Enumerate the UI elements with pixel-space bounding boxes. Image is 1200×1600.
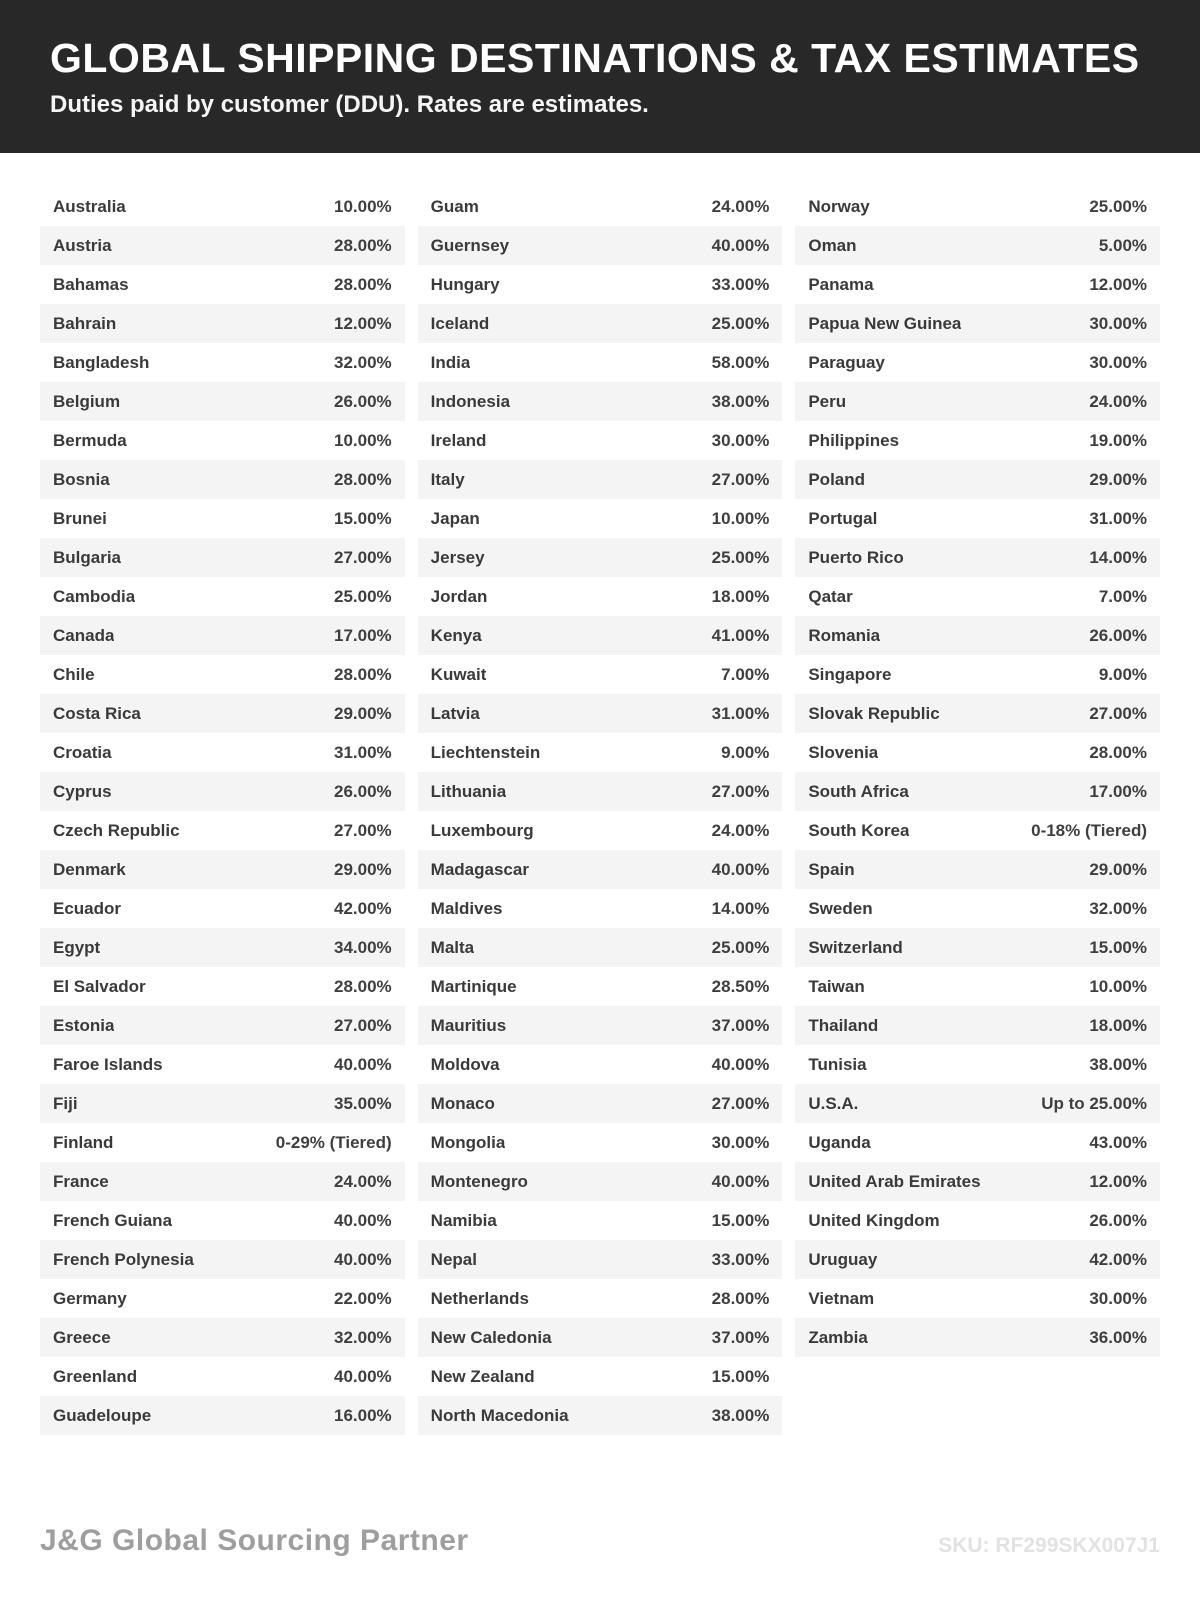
tax-rate: 18.00% bbox=[1089, 1015, 1148, 1035]
country-name: Indonesia bbox=[430, 391, 511, 411]
rate-row bbox=[40, 1357, 405, 1396]
rate-row bbox=[418, 655, 783, 694]
rate-row bbox=[40, 655, 405, 694]
country-name: Greece bbox=[53, 1327, 111, 1347]
country-name: Poland bbox=[808, 469, 866, 489]
tax-rate: 17.00% bbox=[1089, 781, 1148, 801]
country-name: Faroe Islands bbox=[53, 1054, 163, 1074]
brand-name: J&G Global Sourcing Partner bbox=[40, 1524, 469, 1557]
tax-rate: 24.00% bbox=[711, 820, 770, 840]
rate-row bbox=[795, 889, 1160, 928]
tax-rate: 29.00% bbox=[1089, 859, 1148, 879]
country-name: Uganda bbox=[808, 1132, 871, 1152]
rate-row bbox=[418, 850, 783, 889]
tax-rate: 40.00% bbox=[334, 1366, 392, 1386]
rate-row bbox=[40, 1162, 405, 1201]
country-name: Peru bbox=[808, 391, 847, 411]
tax-rate: 31.00% bbox=[711, 703, 770, 723]
tax-rate: 24.00% bbox=[1089, 391, 1148, 411]
country-name: Estonia bbox=[53, 1015, 115, 1035]
tax-rate: 32.00% bbox=[334, 1327, 392, 1347]
tax-rate: 28.50% bbox=[711, 976, 770, 996]
rate-row bbox=[418, 226, 783, 265]
country-name: United Kingdom bbox=[808, 1210, 940, 1230]
tax-rate: 10.00% bbox=[334, 430, 392, 450]
country-name: Slovenia bbox=[808, 742, 879, 762]
tax-rate: 28.00% bbox=[334, 274, 392, 294]
tax-rate: 27.00% bbox=[711, 469, 770, 489]
country-name: Bulgaria bbox=[53, 547, 122, 567]
tax-rate: 12.00% bbox=[1089, 1171, 1148, 1191]
country-name: Brunei bbox=[53, 508, 107, 528]
tax-rate: 33.00% bbox=[711, 1249, 770, 1269]
country-name: French Polynesia bbox=[53, 1249, 194, 1269]
country-name: Mongolia bbox=[430, 1132, 506, 1152]
tax-rate: 19.00% bbox=[1089, 430, 1148, 450]
rate-row bbox=[40, 889, 405, 928]
country-name: Costa Rica bbox=[53, 703, 141, 723]
rate-row bbox=[418, 187, 783, 226]
tax-rate: Up to 25.00% bbox=[1041, 1093, 1148, 1113]
tax-rate: 26.00% bbox=[334, 781, 392, 801]
rate-row bbox=[795, 577, 1160, 616]
tax-rate: 0-18% (Tiered) bbox=[1031, 820, 1148, 840]
country-name: Luxembourg bbox=[430, 820, 534, 840]
rate-row bbox=[40, 1006, 405, 1045]
tax-rate: 31.00% bbox=[1089, 508, 1148, 528]
rate-row bbox=[40, 460, 405, 499]
tax-rate: 10.00% bbox=[711, 508, 770, 528]
tax-rate: 38.00% bbox=[1089, 1054, 1148, 1074]
country-name: Taiwan bbox=[808, 976, 865, 996]
country-name: Tunisia bbox=[808, 1054, 867, 1074]
country-name: Switzerland bbox=[808, 937, 903, 957]
country-name: India bbox=[430, 352, 471, 372]
tax-rate: 38.00% bbox=[711, 1405, 770, 1425]
rate-row bbox=[795, 343, 1160, 382]
country-name: Bahamas bbox=[53, 274, 129, 294]
rate-row bbox=[40, 499, 405, 538]
country-name: North Macedonia bbox=[430, 1405, 569, 1425]
rate-row bbox=[795, 187, 1160, 226]
tax-rate: 24.00% bbox=[711, 196, 770, 216]
tax-rate: 16.00% bbox=[334, 1405, 392, 1425]
rate-row bbox=[418, 733, 783, 772]
tax-rate: 40.00% bbox=[334, 1210, 392, 1230]
rate-row bbox=[795, 1279, 1160, 1318]
rate-row bbox=[418, 577, 783, 616]
tax-rate: 40.00% bbox=[711, 1054, 770, 1074]
rate-row bbox=[40, 187, 405, 226]
tax-rate: 15.00% bbox=[334, 508, 392, 528]
country-name: Slovak Republic bbox=[808, 703, 940, 723]
rate-row bbox=[40, 304, 405, 343]
rate-row bbox=[795, 1006, 1160, 1045]
country-name: Vietnam bbox=[808, 1288, 875, 1308]
tax-rate: 26.00% bbox=[334, 391, 392, 411]
country-name: Singapore bbox=[808, 664, 892, 684]
rate-row bbox=[40, 1396, 405, 1435]
rate-row bbox=[40, 811, 405, 850]
rate-row bbox=[40, 694, 405, 733]
rate-row bbox=[40, 1045, 405, 1084]
rate-row bbox=[418, 1318, 783, 1357]
country-name: Madagascar bbox=[430, 859, 529, 879]
country-name: Romania bbox=[808, 625, 881, 645]
tax-rate: 15.00% bbox=[1089, 937, 1148, 957]
tax-rate: 31.00% bbox=[334, 742, 392, 762]
rate-row bbox=[795, 1240, 1160, 1279]
rate-row bbox=[418, 538, 783, 577]
rate-column bbox=[40, 187, 405, 1435]
country-name: Bangladesh bbox=[53, 352, 150, 372]
rate-row bbox=[40, 616, 405, 655]
rate-row bbox=[418, 928, 783, 967]
rate-row bbox=[40, 1123, 405, 1162]
country-name: Maldives bbox=[430, 898, 503, 918]
tax-rate: 28.00% bbox=[334, 664, 392, 684]
country-name: Zambia bbox=[808, 1327, 868, 1347]
country-name: Moldova bbox=[430, 1054, 500, 1074]
country-name: France bbox=[53, 1171, 109, 1191]
tax-rate: 29.00% bbox=[1089, 469, 1148, 489]
tax-rate: 28.00% bbox=[1089, 742, 1148, 762]
tax-rate: 30.00% bbox=[1089, 352, 1148, 372]
page-title: GLOBAL SHIPPING DESTINATIONS & TAX ESTIMATES bbox=[50, 35, 1140, 81]
country-name: Bermuda bbox=[53, 430, 127, 450]
rate-row bbox=[795, 1045, 1160, 1084]
tax-rate: 7.00% bbox=[1098, 586, 1148, 606]
tax-rate: 26.00% bbox=[1089, 1210, 1148, 1230]
country-name: Croatia bbox=[53, 742, 112, 762]
rate-row bbox=[795, 772, 1160, 811]
country-name: Germany bbox=[53, 1288, 127, 1308]
tax-rate: 27.00% bbox=[711, 1093, 770, 1113]
rate-row bbox=[40, 382, 405, 421]
tax-rate: 28.00% bbox=[334, 235, 392, 255]
rate-row bbox=[40, 1279, 405, 1318]
rate-row bbox=[795, 304, 1160, 343]
rate-row bbox=[40, 421, 405, 460]
tax-rate: 27.00% bbox=[711, 781, 770, 801]
rate-row bbox=[418, 343, 783, 382]
tax-rate: 9.00% bbox=[721, 742, 770, 762]
tax-rate: 14.00% bbox=[1089, 547, 1148, 567]
tax-rate: 17.00% bbox=[334, 625, 392, 645]
tax-rate: 25.00% bbox=[711, 937, 770, 957]
tax-rate: 28.00% bbox=[711, 1288, 770, 1308]
tax-rate: 29.00% bbox=[334, 703, 392, 723]
country-name: Malta bbox=[430, 937, 475, 957]
tax-rate: 42.00% bbox=[1089, 1249, 1148, 1269]
tax-rate: 40.00% bbox=[711, 1171, 770, 1191]
rate-row bbox=[795, 499, 1160, 538]
country-name: Guam bbox=[430, 196, 479, 216]
rate-row bbox=[418, 460, 783, 499]
tax-rate: 34.00% bbox=[334, 937, 392, 957]
footer bbox=[0, 1524, 1200, 1600]
rate-row bbox=[795, 967, 1160, 1006]
rate-row bbox=[40, 577, 405, 616]
tax-rate: 24.00% bbox=[334, 1171, 392, 1191]
tax-rate: 25.00% bbox=[711, 313, 770, 333]
rate-row bbox=[418, 1396, 783, 1435]
rate-row bbox=[795, 733, 1160, 772]
rate-row bbox=[795, 1162, 1160, 1201]
tax-rate: 25.00% bbox=[334, 586, 392, 606]
tax-rate: 5.00% bbox=[1098, 235, 1148, 255]
rate-row bbox=[40, 226, 405, 265]
tax-rate: 33.00% bbox=[711, 274, 770, 294]
tax-rate: 25.00% bbox=[1089, 196, 1148, 216]
country-name: Puerto Rico bbox=[808, 547, 904, 567]
country-name: South Africa bbox=[808, 781, 909, 801]
tax-rate: 40.00% bbox=[711, 235, 770, 255]
tax-rate: 15.00% bbox=[711, 1210, 770, 1230]
tax-rate: 18.00% bbox=[711, 586, 770, 606]
country-name: Cambodia bbox=[53, 586, 136, 606]
header bbox=[0, 0, 1200, 153]
tax-rate: 32.00% bbox=[334, 352, 392, 372]
country-name: Liechtenstein bbox=[430, 742, 541, 762]
rate-row bbox=[795, 1084, 1160, 1123]
tax-rate: 40.00% bbox=[334, 1054, 392, 1074]
tax-rate: 0-29% (Tiered) bbox=[275, 1132, 392, 1152]
country-name: U.S.A. bbox=[808, 1093, 859, 1113]
tax-rate: 12.00% bbox=[1089, 274, 1148, 294]
country-name: Montenegro bbox=[430, 1171, 528, 1191]
tax-rate: 28.00% bbox=[334, 976, 392, 996]
tax-rate: 10.00% bbox=[334, 196, 392, 216]
rate-row bbox=[418, 1279, 783, 1318]
tax-rate: 42.00% bbox=[334, 898, 392, 918]
rate-row bbox=[795, 1318, 1160, 1357]
country-name: Australia bbox=[53, 196, 126, 216]
rate-row bbox=[418, 616, 783, 655]
country-name: Canada bbox=[53, 625, 115, 645]
tax-rate: 36.00% bbox=[1089, 1327, 1148, 1347]
rate-row bbox=[418, 499, 783, 538]
country-name: Norway bbox=[808, 196, 870, 216]
tax-rate: 41.00% bbox=[711, 625, 770, 645]
country-name: Belgium bbox=[53, 391, 121, 411]
country-name: Japan bbox=[430, 508, 480, 528]
rate-row bbox=[795, 421, 1160, 460]
tax-rate: 30.00% bbox=[711, 430, 770, 450]
country-name: Thailand bbox=[808, 1015, 879, 1035]
country-name: South Korea bbox=[808, 820, 910, 840]
country-name: Ecuador bbox=[53, 898, 122, 918]
country-name: Bosnia bbox=[53, 469, 110, 489]
country-name: Jersey bbox=[430, 547, 485, 567]
country-name: Guadeloupe bbox=[53, 1405, 152, 1425]
tax-rate: 58.00% bbox=[711, 352, 770, 372]
tax-rate: 37.00% bbox=[711, 1015, 770, 1035]
rate-row bbox=[418, 889, 783, 928]
country-name: Qatar bbox=[808, 586, 853, 606]
country-name: Chile bbox=[53, 664, 95, 684]
rate-row bbox=[40, 538, 405, 577]
tax-rate: 30.00% bbox=[1089, 313, 1148, 333]
country-name: Italy bbox=[430, 469, 465, 489]
rate-row bbox=[418, 1123, 783, 1162]
country-name: Kenya bbox=[430, 625, 482, 645]
rate-row bbox=[795, 226, 1160, 265]
rate-row bbox=[795, 1123, 1160, 1162]
tax-rate: 12.00% bbox=[334, 313, 392, 333]
country-name: Panama bbox=[808, 274, 874, 294]
country-name: Austria bbox=[53, 235, 112, 255]
country-name: Kuwait bbox=[430, 664, 487, 684]
rate-row bbox=[40, 772, 405, 811]
rate-row bbox=[418, 811, 783, 850]
rate-row bbox=[418, 265, 783, 304]
rate-row bbox=[418, 694, 783, 733]
country-name: Philippines bbox=[808, 430, 900, 450]
rate-row bbox=[418, 382, 783, 421]
country-name: Czech Republic bbox=[53, 820, 180, 840]
rate-row bbox=[795, 694, 1160, 733]
country-name: Paraguay bbox=[808, 352, 885, 372]
country-name: Greenland bbox=[53, 1366, 138, 1386]
rate-row bbox=[795, 811, 1160, 850]
tax-rate: 30.00% bbox=[1089, 1288, 1148, 1308]
rate-row bbox=[40, 1084, 405, 1123]
country-name: Egypt bbox=[53, 937, 101, 957]
rate-row bbox=[418, 967, 783, 1006]
tax-rate: 27.00% bbox=[334, 820, 392, 840]
rate-row bbox=[418, 1162, 783, 1201]
tax-rate: 38.00% bbox=[711, 391, 770, 411]
rate-row bbox=[418, 1357, 783, 1396]
tax-rate: 28.00% bbox=[334, 469, 392, 489]
country-name: Mauritius bbox=[430, 1015, 507, 1035]
tax-rate: 40.00% bbox=[711, 859, 770, 879]
tax-rate: 27.00% bbox=[334, 1015, 392, 1035]
country-name: Fiji bbox=[53, 1093, 78, 1113]
country-name: French Guiana bbox=[53, 1210, 173, 1230]
country-name: Bahrain bbox=[53, 313, 117, 333]
country-name: Martinique bbox=[430, 976, 517, 996]
rate-row bbox=[795, 1201, 1160, 1240]
rate-row bbox=[418, 1240, 783, 1279]
rate-row bbox=[40, 1201, 405, 1240]
country-name: El Salvador bbox=[53, 976, 146, 996]
country-name: Monaco bbox=[430, 1093, 495, 1113]
rate-row bbox=[795, 538, 1160, 577]
country-name: Latvia bbox=[430, 703, 480, 723]
country-name: New Caledonia bbox=[430, 1327, 552, 1347]
country-name: Lithuania bbox=[430, 781, 507, 801]
tax-rate: 7.00% bbox=[721, 664, 770, 684]
country-name: New Zealand bbox=[430, 1366, 535, 1386]
rate-row bbox=[795, 616, 1160, 655]
tax-rate: 26.00% bbox=[1089, 625, 1148, 645]
rate-row bbox=[40, 265, 405, 304]
tax-rate: 10.00% bbox=[1089, 976, 1148, 996]
country-name: United Arab Emirates bbox=[808, 1171, 981, 1191]
rate-row bbox=[418, 421, 783, 460]
rate-row bbox=[40, 850, 405, 889]
tax-rate: 37.00% bbox=[711, 1327, 770, 1347]
country-name: Hungary bbox=[430, 274, 500, 294]
rate-row bbox=[40, 1240, 405, 1279]
tax-rate: 22.00% bbox=[334, 1288, 392, 1308]
country-name: Denmark bbox=[53, 859, 126, 879]
rate-row bbox=[418, 1201, 783, 1240]
country-name: Guernsey bbox=[430, 235, 510, 255]
country-name: Spain bbox=[808, 859, 855, 879]
rate-row bbox=[418, 1045, 783, 1084]
country-name: Oman bbox=[808, 235, 857, 255]
rate-column bbox=[795, 187, 1160, 1357]
tax-rate: 25.00% bbox=[711, 547, 770, 567]
country-name: Iceland bbox=[430, 313, 490, 333]
country-name: Jordan bbox=[430, 586, 488, 606]
country-name: Nepal bbox=[430, 1249, 477, 1269]
rate-row bbox=[40, 733, 405, 772]
country-name: Netherlands bbox=[430, 1288, 529, 1308]
rate-row bbox=[418, 772, 783, 811]
page-subtitle: Duties paid by customer (DDU). Rates are estimates. bbox=[50, 91, 649, 119]
rate-row bbox=[40, 1318, 405, 1357]
tax-rate: 40.00% bbox=[334, 1249, 392, 1269]
tax-rate: 35.00% bbox=[334, 1093, 392, 1113]
country-name: Cyprus bbox=[53, 781, 112, 801]
country-name: Uruguay bbox=[808, 1249, 878, 1269]
rate-row bbox=[40, 928, 405, 967]
tax-rate: 30.00% bbox=[711, 1132, 770, 1152]
tax-rate: 27.00% bbox=[334, 547, 392, 567]
country-name: Ireland bbox=[430, 430, 487, 450]
rate-row bbox=[795, 655, 1160, 694]
tax-rate: 9.00% bbox=[1098, 664, 1148, 684]
country-name: Papua New Guinea bbox=[808, 313, 962, 333]
sku-label: SKU: RF299SKX007J1 bbox=[938, 1534, 1160, 1557]
rate-row bbox=[795, 265, 1160, 304]
tax-rate: 43.00% bbox=[1089, 1132, 1148, 1152]
country-name: Finland bbox=[53, 1132, 114, 1152]
tax-rate: 32.00% bbox=[1089, 898, 1148, 918]
tax-rate: 29.00% bbox=[334, 859, 392, 879]
country-name: Namibia bbox=[430, 1210, 497, 1230]
rate-row bbox=[40, 343, 405, 382]
rate-row bbox=[418, 1084, 783, 1123]
rate-row bbox=[795, 850, 1160, 889]
rate-row bbox=[418, 1006, 783, 1045]
rate-row bbox=[795, 382, 1160, 421]
tax-rate: 14.00% bbox=[711, 898, 770, 918]
rate-row bbox=[40, 967, 405, 1006]
country-name: Sweden bbox=[808, 898, 873, 918]
rate-row bbox=[418, 304, 783, 343]
rate-row bbox=[795, 928, 1160, 967]
rate-row bbox=[795, 460, 1160, 499]
tax-rate: 15.00% bbox=[711, 1366, 770, 1386]
rate-column bbox=[418, 187, 783, 1435]
country-name: Portugal bbox=[808, 508, 878, 528]
rates-table bbox=[0, 153, 1200, 1435]
tax-rate: 27.00% bbox=[1089, 703, 1148, 723]
